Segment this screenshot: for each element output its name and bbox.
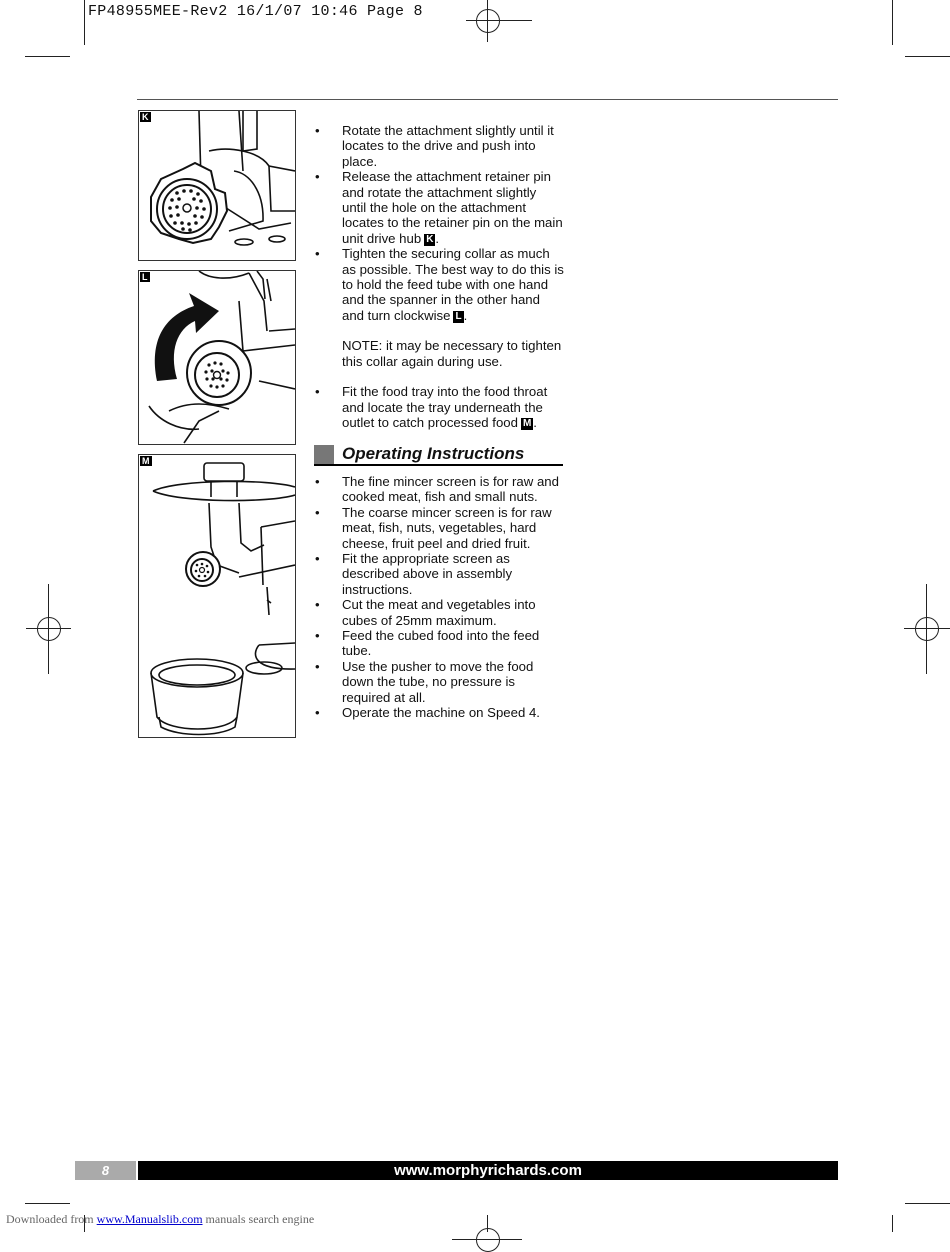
list-item-text: Operate the machine on Speed 4. bbox=[342, 705, 540, 721]
printer-slug: FP48955MEE-Rev2 16/1/07 10:46 Page 8 bbox=[88, 3, 423, 20]
list-item: • Operate the machine on Speed 4. bbox=[315, 705, 540, 721]
download-note: Downloaded from www.Manualslib.com manuals search engine bbox=[6, 1212, 315, 1226]
list-item-text: Feed the cubed food into the feed tube. bbox=[342, 628, 540, 659]
figure-reference-badge: L bbox=[455, 310, 462, 322]
list-item-text: Tighten the securing collar as much as possible. The best way to do this is to hold the feed tube with one hand and the spanner in the other hand and turn clockwise bbox=[342, 246, 564, 323]
list-item-text: Fit the food tray into the food throat and locate the tray underneath the outlet to catch processed food bbox=[342, 384, 548, 430]
list-item-text: Rotate the attachment slightly until it locates to the drive and push into place. bbox=[342, 123, 554, 169]
figure-reference-badge: M bbox=[522, 417, 532, 429]
figure-reference-badge: K bbox=[426, 233, 434, 245]
crop-mark bbox=[25, 56, 70, 57]
list-item-text: Cut the meat and vegetables into cubes of 25mm maximum. bbox=[342, 597, 536, 628]
crop-mark bbox=[84, 0, 85, 45]
figure-label: K bbox=[142, 112, 149, 122]
section-heading bbox=[314, 445, 563, 466]
crop-mark bbox=[905, 56, 950, 57]
crop-mark bbox=[892, 0, 893, 45]
list-item-text: The fine mincer screen is for raw and cooked meat, fish and small nuts. bbox=[342, 474, 559, 505]
page-number: 8 bbox=[75, 1161, 136, 1180]
note-text: NOTE: it may be necessary to tighten this collar again during use. bbox=[342, 338, 562, 369]
heading-marker bbox=[314, 445, 334, 464]
list-item: • Fit the food tray into the food throat and locate the tray underneath the outlet to catch processed food M . bbox=[315, 384, 548, 430]
operating-instructions bbox=[314, 474, 564, 721]
tighten-collar-drawing bbox=[139, 271, 295, 444]
manualslib-link[interactable]: www.Manualslib.com bbox=[96, 1212, 203, 1226]
figure-m-illustration bbox=[138, 454, 296, 738]
list-item: • The coarse mincer screen is for raw meat, fish, nuts, vegetables, hard cheese, fruit peel and dried fruit. bbox=[315, 504, 552, 551]
list-item-text: Release the attachment retainer pin and rotate the attachment slightly until the hole on the attachment locates to the retainer pin on the main unit drive hub bbox=[342, 169, 563, 246]
figure-l-illustration bbox=[138, 270, 296, 445]
list-item: • Fit the appropriate screen as described above in assembly instructions. bbox=[315, 551, 513, 597]
crop-mark bbox=[25, 1203, 70, 1204]
list-item: • Feed the cubed food into the feed tube. bbox=[315, 628, 540, 659]
list-item: • The fine mincer screen is for raw and cooked meat, fish and small nuts. bbox=[315, 474, 559, 505]
list-item: • Release the attachment retainer pin and rotate the attachment slightly until the hole on the attachment locates to the retainer pin on the main unit drive hub K . bbox=[315, 169, 563, 246]
figure-label: M bbox=[142, 456, 150, 466]
header-rule bbox=[137, 99, 838, 100]
footer-website: www.morphyrichards.com bbox=[138, 1161, 838, 1180]
figure-label: L bbox=[142, 272, 148, 282]
list-item: • Use the pusher to move the food down the tube, no pressure is required at all. bbox=[315, 658, 534, 705]
crop-mark bbox=[892, 1215, 893, 1232]
list-item: • Cut the meat and vegetables into cubes of 25mm maximum. bbox=[315, 597, 536, 628]
food-tray-assembly-drawing bbox=[139, 455, 295, 737]
mincer-attachment-drawing bbox=[139, 111, 295, 260]
crop-mark bbox=[905, 1203, 950, 1204]
figure-k-illustration bbox=[138, 110, 296, 261]
list-item-text: The coarse mincer screen is for raw meat, fish, nuts, vegetables, hard cheese, fruit peel and dried fruit. bbox=[342, 504, 552, 551]
list-item-text: Use the pusher to move the food down the tube, no pressure is required at all. bbox=[342, 658, 534, 705]
assembly-instructions bbox=[314, 123, 564, 430]
list-item: • Rotate the attachment slightly until it locates to the drive and push into place. bbox=[315, 123, 554, 169]
section-heading-text: Operating Instructions bbox=[342, 444, 525, 463]
list-item-text: Fit the appropriate screen as described above in assembly instructions. bbox=[342, 551, 513, 597]
list-item: • Tighten the securing collar as much as possible. The best way to do this is to hold the feed tube with one hand and the spanner in the other hand and turn clockwise L . bbox=[315, 246, 564, 323]
